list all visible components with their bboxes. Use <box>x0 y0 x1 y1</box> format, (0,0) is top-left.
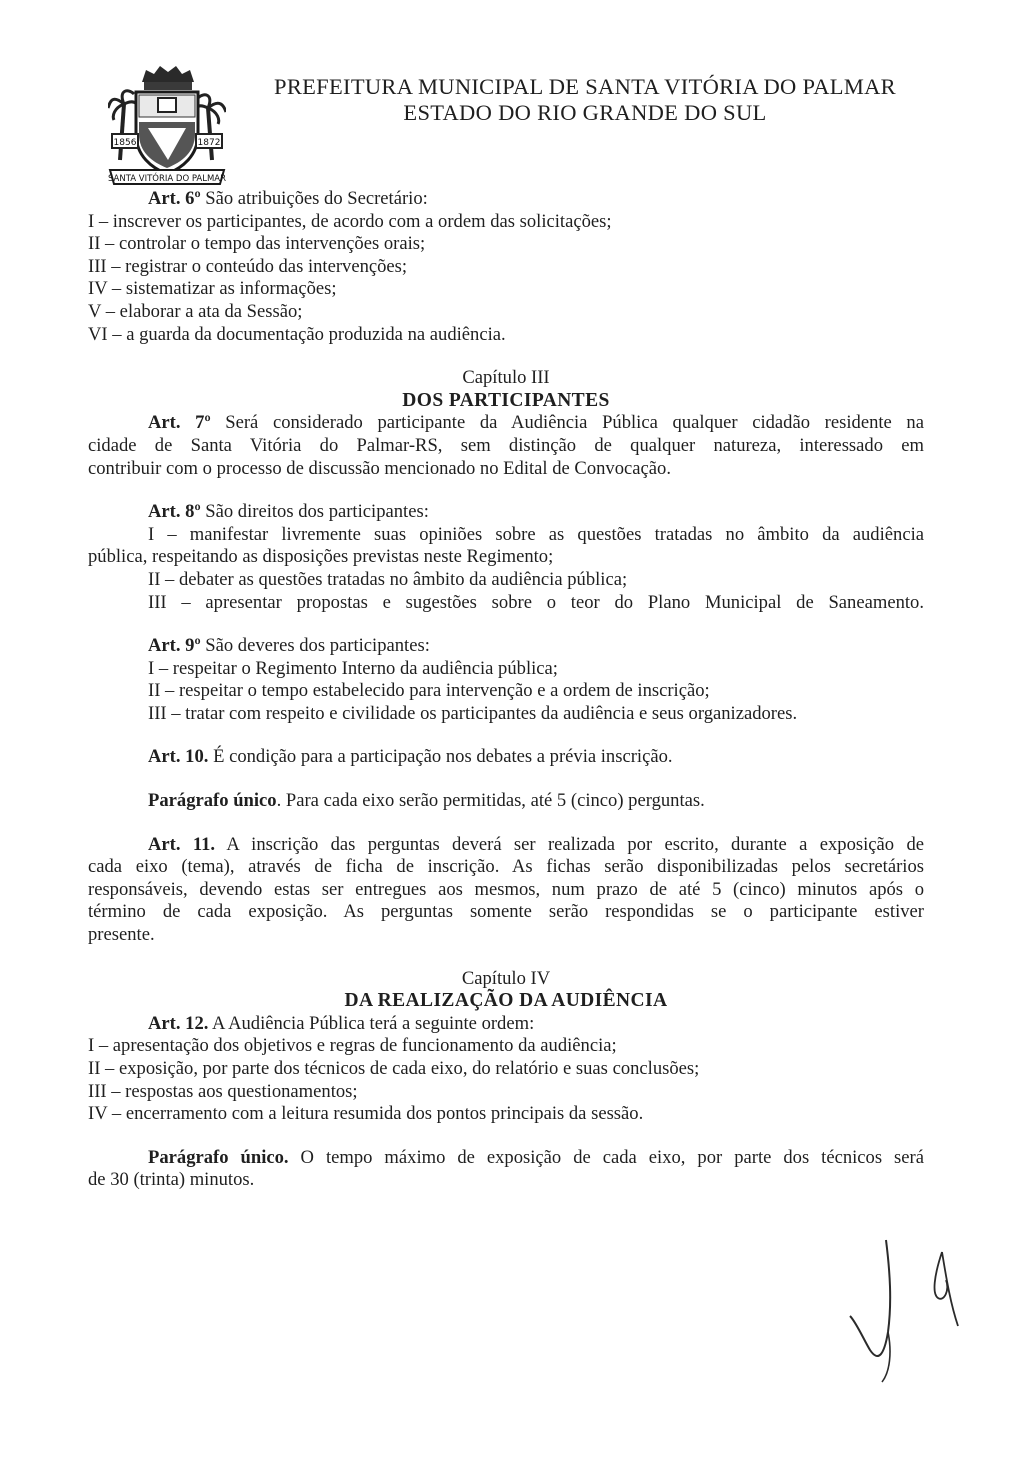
chapter-number: Capítulo III <box>462 367 550 389</box>
article-text: São direitos dos participantes: <box>200 501 429 523</box>
chapter-title: DOS PARTICIPANTES <box>402 389 610 411</box>
article-10-paragraph <box>88 790 924 813</box>
article-text: responsáveis, devendo estas ser entregues aos mesmos, num prazo de até 5 (cinco) minutos após o <box>88 878 924 900</box>
article-text: cada eixo (tema), através de ficha de inscrição. As fichas serão disponibilizadas pelos secretários <box>88 856 924 878</box>
list-item: I – respeitar o Regimento Interno da audiência pública; <box>148 657 558 679</box>
article-11 <box>88 834 924 947</box>
list-item: II – controlar o tempo das intervenções orais; <box>88 233 426 255</box>
article-text: A inscrição das perguntas deverá ser realizada por escrito, durante a exposição de <box>215 833 924 855</box>
list-item: II – exposição, por parte dos técnicos de cada eixo, do relatório e suas conclusões; <box>88 1058 700 1079</box>
article-10 <box>88 746 924 769</box>
article-label: Art. 8º <box>148 501 201 523</box>
article-text: São atribuições do Secretário: <box>200 188 428 209</box>
paragraph-text: . Para cada eixo serão permitidas, até 5 (cinco) perguntas. <box>276 790 705 812</box>
article-text: contribuir com o processo de discussão mencionado no Edital de Convocação. <box>88 457 671 479</box>
state-name: ESTADO DO RIO GRANDE DO SUL <box>403 100 767 125</box>
article-text: São deveres dos participantes: <box>200 635 430 657</box>
svg-text:1872: 1872 <box>197 138 221 148</box>
list-item: II – debater as questões tratadas no âmbito da audiência pública; <box>148 568 628 590</box>
list-item: V – elaborar a ata da Sessão; <box>88 300 303 322</box>
paragraph-label: Parágrafo único <box>148 790 277 812</box>
article-text: A Audiência Pública terá a seguinte ordem: <box>208 1012 535 1034</box>
article-text: Será considerado participante da Audiência Pública qualquer cidadão residente na <box>210 412 924 434</box>
list-item: VI – a guarda da documentação produzida na audiência. <box>88 323 506 345</box>
list-item: III – respostas aos questionamentos; <box>88 1080 358 1102</box>
paragraph-text: O tempo máximo de exposição de cada eixo, por parte dos técnicos será <box>288 1146 924 1168</box>
chapter-3-heading <box>88 367 924 412</box>
list-item: I – inscrever os participantes, de acordo com a ordem das solicitações; <box>88 210 612 232</box>
list-item: III – tratar com respeito e civilidade os participantes da audiência e seus organizadores. <box>148 702 798 724</box>
article-text: É condição para a participação nos debates a prévia inscrição. <box>208 746 673 768</box>
list-item: IV – sistematizar as informações; <box>88 278 337 300</box>
list-item: III – apresentar propostas e sugestões sobre o teor do Plano Municipal de Saneamento. <box>148 591 924 613</box>
article-text: término de cada exposição. As perguntas somente serão respondidas se o participante estiver <box>88 901 924 923</box>
chapter-4-heading <box>88 968 924 1013</box>
list-item: I – manifestar livremente suas opiniões sobre as questões tratadas no âmbito da audiência <box>148 523 924 545</box>
paragraph-text: de 30 (trinta) minutos. <box>88 1169 255 1191</box>
chapter-number: Capítulo IV <box>461 967 551 989</box>
article-12 <box>88 1013 924 1126</box>
letterhead-text <box>240 74 930 126</box>
list-item: II – respeitar o tempo estabelecido para intervenção e a ordem de inscrição; <box>148 680 710 702</box>
article-label: Art. 6º <box>148 188 201 209</box>
municipality-name: PREFEITURA MUNICIPAL DE SANTA VITÓRIA DO PALMAR <box>274 74 896 99</box>
handwritten-initials-icon <box>834 1232 974 1392</box>
list-item: I – apresentação dos objetivos e regras de funcionamento da audiência; <box>88 1035 617 1057</box>
document-body <box>88 188 924 1213</box>
article-label: Art. 7º <box>148 412 211 434</box>
article-7 <box>88 412 924 480</box>
chapter-title: DA REALIZAÇÃO DA AUDIÊNCIA <box>344 990 668 1012</box>
article-text: presente. <box>88 924 155 946</box>
list-item: IV – encerramento com a leitura resumida dos pontos principais da sessão. <box>88 1103 644 1125</box>
article-label: Art. 10. <box>148 746 209 768</box>
article-9 <box>88 635 924 725</box>
article-8 <box>88 501 924 614</box>
municipal-coat-of-arms-icon <box>108 64 226 188</box>
article-label: Art. 9º <box>148 635 201 657</box>
list-item: III – registrar o conteúdo das intervenções; <box>88 255 408 277</box>
article-label: Art. 11. <box>148 833 216 855</box>
svg-text:1856: 1856 <box>113 138 137 148</box>
letterhead <box>108 64 968 192</box>
article-12-paragraph <box>88 1147 924 1192</box>
article-text: cidade de Santa Vitória do Palmar-RS, sem distinção de qualquer natureza, interessado em <box>88 434 924 456</box>
article-6 <box>88 188 924 346</box>
list-item: pública, respeitando as disposições previstas neste Regimento; <box>88 546 554 568</box>
article-label: Art. 12. <box>148 1012 209 1034</box>
paragraph-label: Parágrafo único. <box>148 1146 289 1168</box>
svg-text:SANTA VITÓRIA DO PALMAR: SANTA VITÓRIA DO PALMAR <box>108 174 226 184</box>
